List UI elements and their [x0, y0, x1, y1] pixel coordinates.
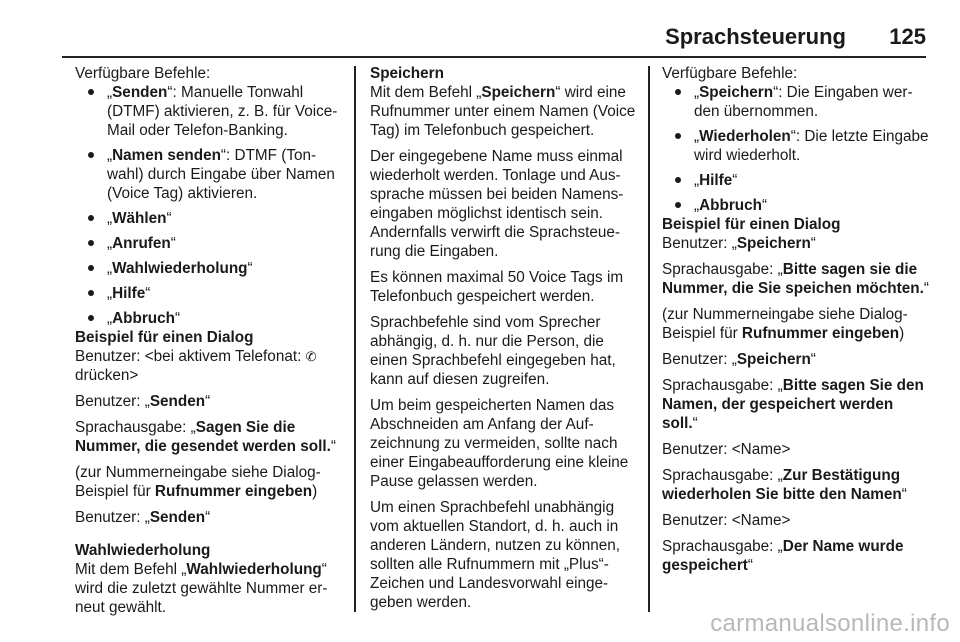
- dialog-voice-line: Sprachausgabe: „Der Name wurde gespeichert“: [662, 538, 904, 574]
- column-3: [662, 64, 932, 582]
- example-heading: Beispiel für einen Dialog: [75, 329, 254, 346]
- list-item: „Wählen“: [75, 209, 347, 228]
- page-header: [62, 0, 926, 58]
- command-list: [75, 83, 347, 328]
- commands-intro: Verfügbare Befehle:: [75, 65, 211, 82]
- column-divider: [648, 66, 650, 612]
- list-item: „Abbruch“: [662, 196, 932, 215]
- list-item: „Senden“: Manuelle Tonwahl (DTMF) aktivieren, z. B. für Voice-Mail oder Telefon-Banking.: [75, 83, 347, 140]
- command-list: [662, 83, 932, 215]
- redial-heading: Wahlwiederholung: [75, 542, 211, 559]
- paragraph: Mit dem Befehl „Speichern“ wird eine Rufnummer unter einem Namen (Voice Tag) im Telefonbuch gespeichert.: [370, 84, 636, 139]
- list-item: „Wahlwiederholung“: [75, 259, 347, 278]
- list-item: „Anrufen“: [75, 234, 347, 253]
- dialog-user-line: Benutzer: <bei aktivem Telefonat: ✆ drücken>: [75, 348, 317, 384]
- list-item: „Wiederholen“: Die letzte Eingabe wird wiederholt.: [662, 127, 932, 165]
- paragraph: Es können maximal 50 Voice Tags im Telefonbuch gespeichert werden.: [370, 269, 624, 305]
- paragraph: Sprachbefehle sind vom Sprecher abhängig, d. h. nur die Person, die einen Sprachbefehl eingegeben hat, kann auf diesen zugreifen.: [370, 314, 616, 388]
- paragraph: Um einen Sprachbefehl unabhängig vom aktuellen Standort, d. h. auch in anderen Ländern, nutzen zu können, sollten alle Rufnummern mit „Plus“-Zeichen und Landesvorwahl eingegeben werden.: [370, 499, 621, 611]
- dialog-user-line: Benutzer: <Name>: [662, 512, 791, 529]
- dialog-note: (zur Nummerneingabe siehe Dialog-Beispiel für Rufnummer eingeben): [662, 306, 908, 342]
- phone-handset-icon: ✆: [305, 349, 317, 364]
- list-item: „Hilfe“: [75, 284, 347, 303]
- list-item: „Hilfe“: [662, 171, 932, 190]
- dialog-user-line: Benutzer: „Speichern“: [662, 351, 816, 368]
- dialog-voice-line: Sprachausgabe: „Sagen Sie die Nummer, die gesendet werden soll.“: [75, 419, 336, 455]
- column-divider: [354, 66, 356, 612]
- redial-text: Mit dem Befehl „Wahlwiederholung“ wird die zuletzt gewählte Nummer erneut gewählt.: [75, 561, 328, 616]
- save-heading: Speichern: [370, 65, 444, 82]
- list-item: „Abbruch“: [75, 309, 347, 328]
- example-heading: Beispiel für einen Dialog: [662, 216, 841, 233]
- dialog-voice-line: Sprachausgabe: „Zur Bestätigung wiederholen Sie bitte den Namen“: [662, 467, 907, 503]
- dialog-voice-line: Sprachausgabe: „Bitte sagen sie die Nummer, die Sie speichen möchten.“: [662, 261, 929, 297]
- column-1: [75, 64, 347, 624]
- commands-intro: Verfügbare Befehle:: [662, 65, 798, 82]
- dialog-user-line: Benutzer: „Senden“: [75, 509, 211, 526]
- watermark: carmanualsonline.info: [710, 610, 950, 637]
- list-item: „Namen senden“: DTMF (Tonwahl) durch Eingabe über Namen (Voice Tag) aktivieren.: [75, 146, 347, 203]
- list-item: „Speichern“: Die Eingaben werden übernommen.: [662, 83, 932, 121]
- dialog-user-line: Benutzer: „Senden“: [75, 393, 211, 410]
- page-number: 125: [889, 24, 926, 49]
- page-title: Sprachsteuerung: [665, 24, 846, 49]
- dialog-user-line: Benutzer: <Name>: [662, 441, 791, 458]
- dialog-user-line: Benutzer: „Speichern“: [662, 235, 816, 252]
- column-2: [370, 64, 640, 619]
- paragraph: Um beim gespeicherten Namen das Abschneiden am Anfang der Aufzeichnung zu vermeiden, sollte nach einer Eingabeaufforderung eine kleine Pause gelassen werden.: [370, 397, 629, 490]
- dialog-voice-line: Sprachausgabe: „Bitte sagen Sie den Namen, der gespeichert werden soll.“: [662, 377, 924, 432]
- dialog-note: (zur Nummerneingabe siehe Dialog-Beispiel für Rufnummer eingeben): [75, 464, 321, 500]
- paragraph: Der eingegebene Name muss einmal wiederholt werden. Tonlage und Aussprache müssen bei beiden Namenseingaben möglichst identisch sein. Andernfalls verwirft die Sprachsteuerung die Eingaben.: [370, 148, 624, 260]
